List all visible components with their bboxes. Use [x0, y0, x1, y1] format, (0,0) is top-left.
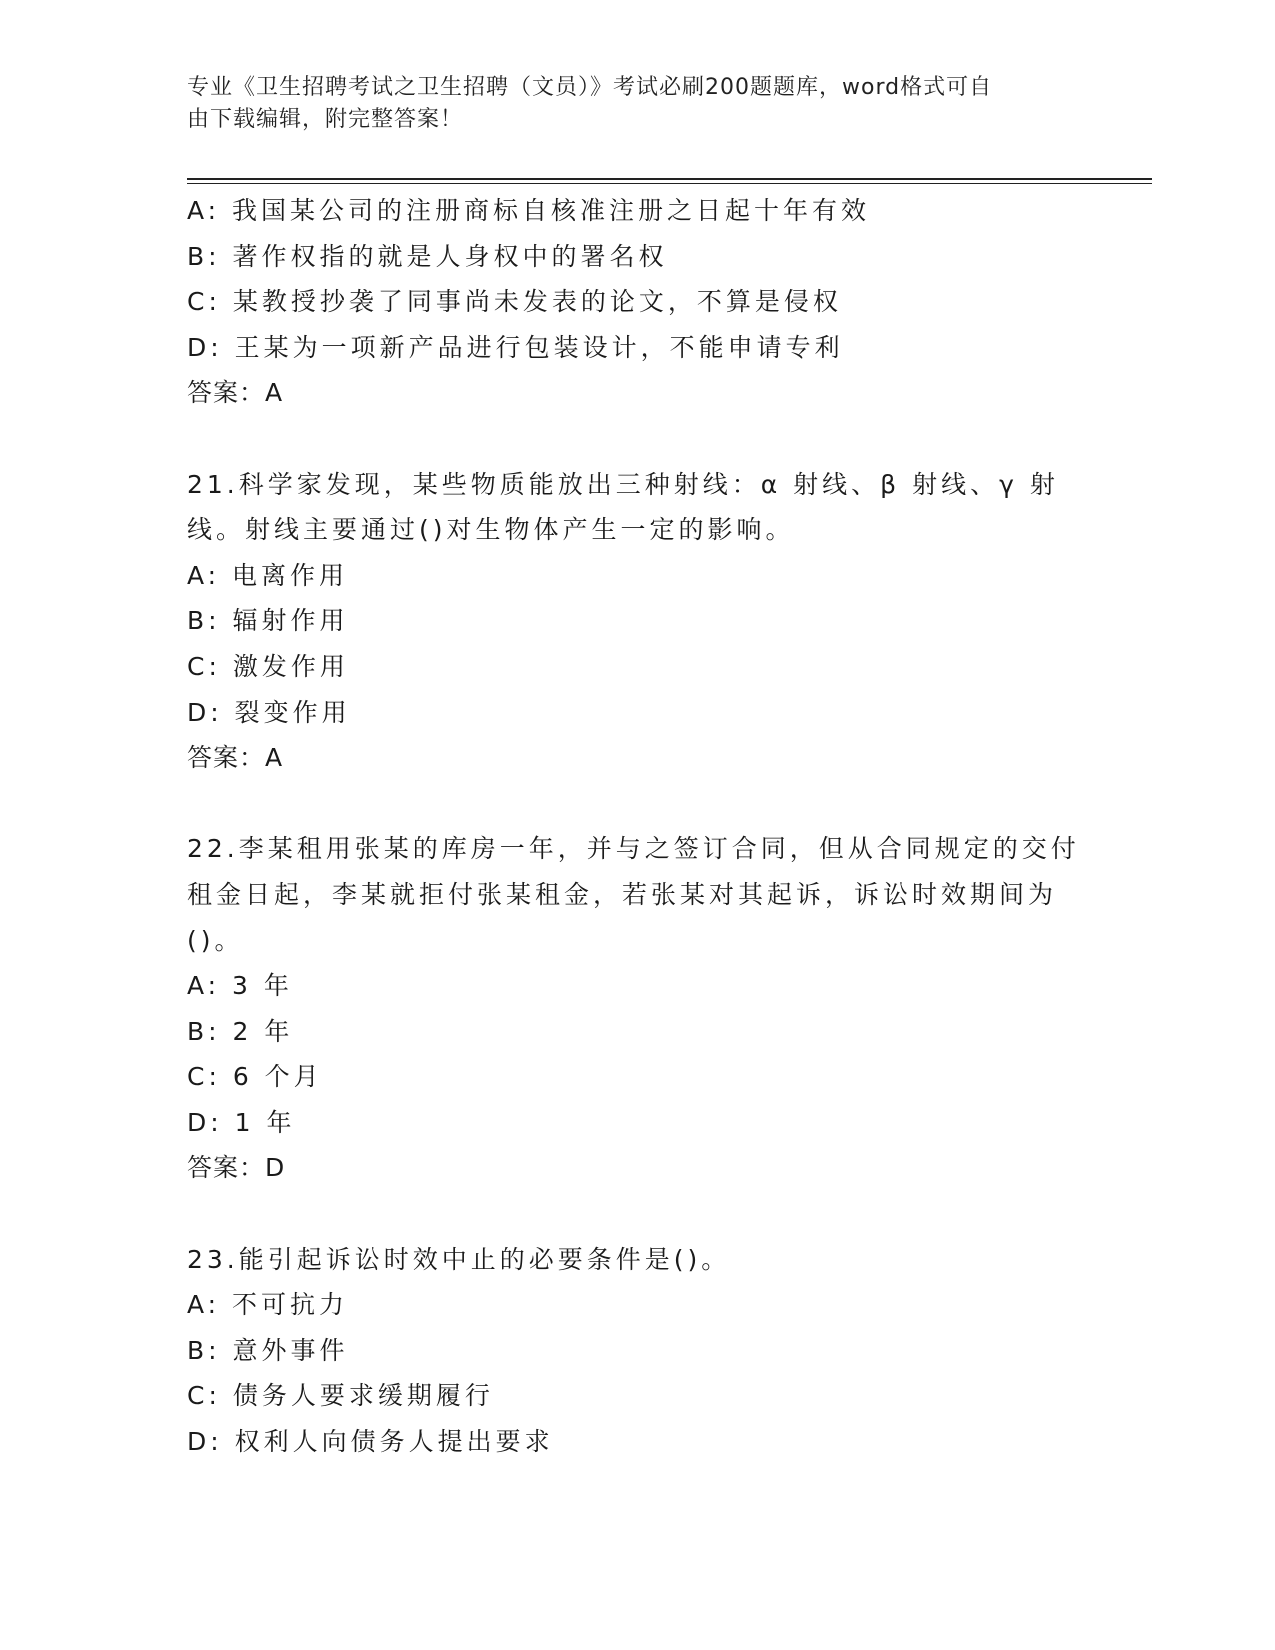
document-body: [187, 188, 1087, 1465]
question-22: [187, 826, 1087, 1191]
question-stem-line: 23.能引起诉讼时效中止的必要条件是()。: [187, 1244, 731, 1274]
option-b: B: 2 年: [187, 1016, 294, 1046]
option-a: A: 3 年: [187, 971, 293, 1001]
question-stem-line: 21.科学家发现，某些物质能放出三种射线：α 射线、β 射线、γ 射: [187, 469, 1059, 499]
header-rule-thin: [187, 183, 1152, 184]
question-23: [187, 1237, 1087, 1465]
spacer: [187, 781, 1087, 827]
header-line-2: 由下载编辑，附完整答案！: [187, 107, 464, 132]
option-b: B: 著作权指的就是人身权中的署名权: [187, 241, 668, 271]
option-d: D: 权利人向债务人提出要求: [187, 1427, 554, 1457]
header-rule-thick: [187, 178, 1152, 180]
question-stem-line: ()。: [187, 925, 244, 955]
option-d: D: 王某为一项新产品进行包装设计，不能申请专利: [187, 332, 844, 362]
question-21: [187, 462, 1087, 781]
option-b: B: 意外事件: [187, 1335, 349, 1365]
spacer: [187, 416, 1087, 462]
option-d: D: 裂变作用: [187, 697, 351, 727]
document-header: [187, 72, 1067, 136]
question-20: [187, 188, 1087, 416]
option-c: C: 债务人要求缓期履行: [187, 1381, 494, 1411]
option-a: A: 我国某公司的注册商标自核准注册之日起十年有效: [187, 196, 871, 225]
header-line-1: 专业《卫生招聘考试之卫生招聘（文员）》考试必刷200题题库，word格式可自: [187, 75, 993, 100]
question-stem-line: 22.李某租用张某的库房一年，并与之签订合同，但从合同规定的交付: [187, 834, 1080, 864]
option-a: A: 电离作用: [187, 560, 349, 590]
option-c: C: 激发作用: [187, 651, 349, 681]
option-c: C: 某教授抄袭了同事尚未发表的论文，不算是侵权: [187, 287, 842, 317]
question-stem-line: 线。射线主要通过()对生物体产生一定的影响。: [187, 515, 795, 545]
answer: 答案：A: [187, 378, 284, 408]
spacer: [187, 1191, 1087, 1237]
option-a: A: 不可抗力: [187, 1290, 349, 1320]
option-d: D: 1 年: [187, 1107, 296, 1137]
question-stem-line: 租金日起，李某就拒付张某租金，若张某对其起诉，诉讼时效期间为: [187, 879, 1058, 909]
answer: 答案：A: [187, 743, 284, 773]
option-c: C: 6 个月: [187, 1062, 323, 1092]
answer: 答案：D: [187, 1153, 286, 1183]
option-b: B: 辐射作用: [187, 606, 349, 636]
